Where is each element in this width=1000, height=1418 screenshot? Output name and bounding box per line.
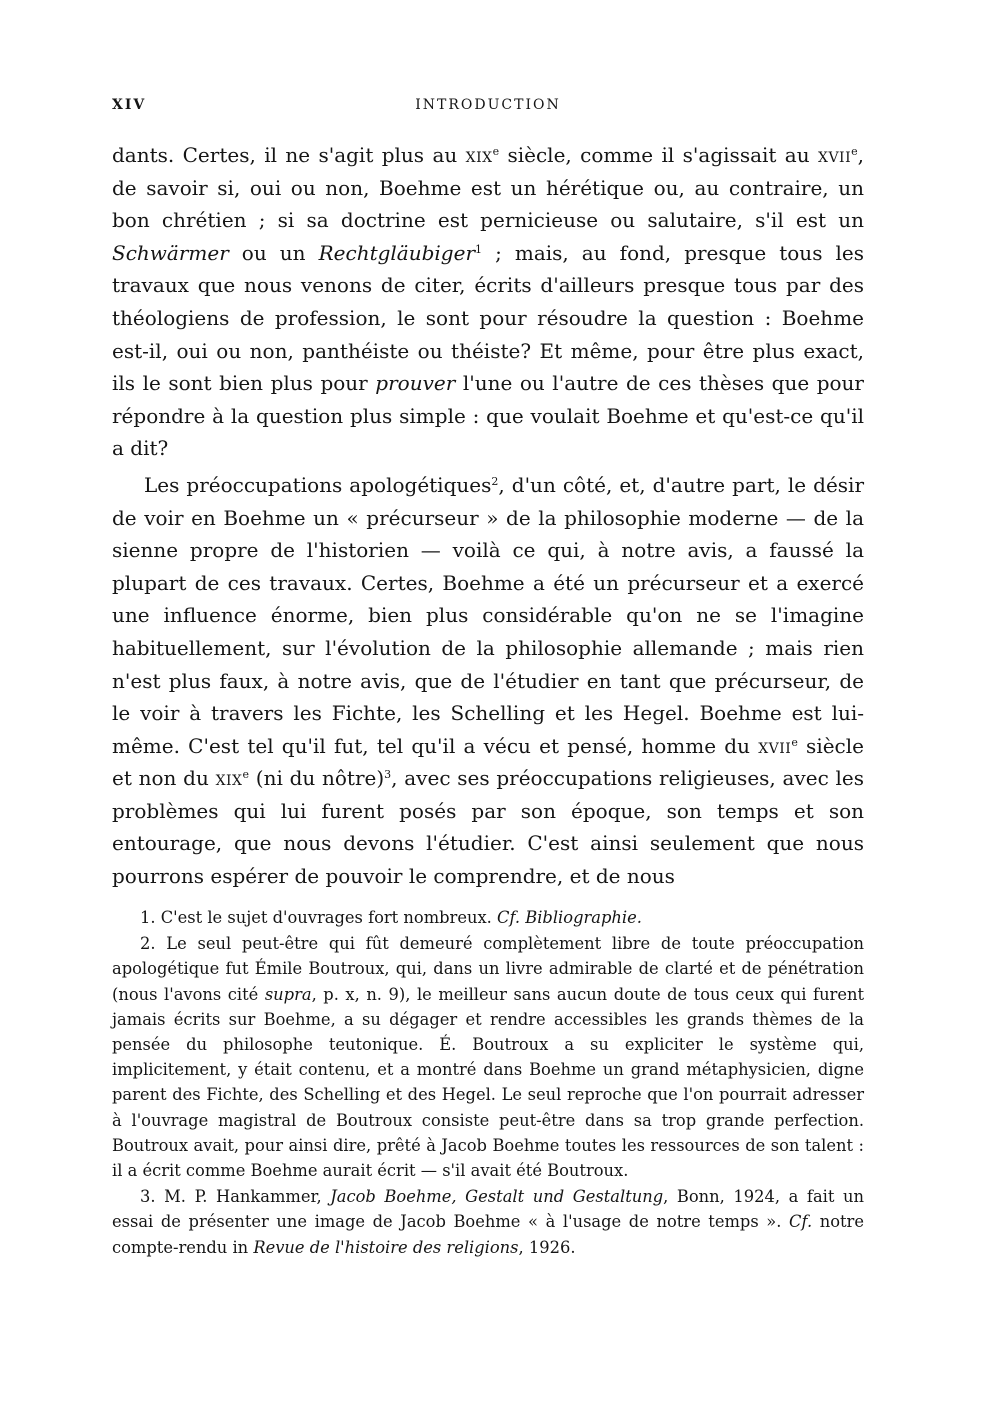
paragraph-1: [112, 139, 864, 465]
footnote-ref-3[interactable]: 3: [384, 768, 392, 782]
italic-term: Cf. Bibliographie.: [497, 908, 642, 927]
running-header: [112, 97, 864, 121]
italic-term: prouver: [375, 371, 456, 396]
text-run: , avec ses préoccupations religieuses, avec les problèmes qui lui furent posés par son époque, son temps et son entourage, que nous devons l'étudier. C'est ainsi seulement que nous pourrons espérer de pouvoir le comprendre, et de nous: [112, 766, 864, 889]
text-run: dants. Certes, il ne s'agit plus au: [112, 143, 466, 167]
italic-term: supra: [264, 984, 312, 1004]
century-numeral: xix: [215, 766, 243, 791]
footnotes: [112, 905, 864, 1260]
superscript: e: [492, 145, 500, 158]
footnote-3: [112, 1184, 864, 1260]
italic-term: Cf.: [789, 1212, 813, 1232]
text-run: , p. x, n. 9), le meilleur sans aucun doute de tous ceux qui furent jamais écrits sur Boehme, a su dégager et rendre accessibles les grands thèmes de la pensée du philosophe teutonique. É. Boutroux a su expliciter le système qui, implicitement, y était contenu, et a montré dans Boehme un grand métaphysicien, digne parent des Fichte, des Schelling et des Hegel. Le seul reproche que l'on pourrait adresser à l'ouvrage magistral de Boutroux consiste peut-être dans sa trop grande perfection. Boutroux avait, pour ainsi dire, prêté à Jacob Boehme toutes les ressources de son talent : il a écrit comme Boehme aurait écrit — s'il avait été Boutroux.: [112, 984, 864, 1181]
italic-term: Rechtgläubiger: [318, 240, 476, 265]
text-run: siècle, comme il s'agissait au: [499, 143, 818, 167]
footnote-ref-1[interactable]: 1: [475, 242, 483, 256]
text-run: ou un: [228, 240, 319, 265]
italic-term: Schwärmer: [112, 240, 229, 265]
page-number: XIV: [112, 97, 147, 113]
running-title: INTRODUCTION: [415, 97, 561, 113]
italic-term: Revue de l'histoire des religions: [253, 1237, 519, 1257]
century-numeral: xix: [465, 143, 493, 167]
century-numeral: xvii: [817, 143, 852, 167]
text-run: 2. Le seul peut-être qui fût demeuré complètement libre de toute préoccupation apologétique fut Émile Boutroux, qui, dans un livre admirable de clarté et de pénétration (nous l'avons cité: [112, 934, 864, 1004]
superscript: e: [791, 735, 798, 749]
text-run: l'une ou l'autre de ces thèses que pour répondre à la question plus simple : que voulait Boehme et qu'est-ce qu'il a dit?: [112, 371, 864, 461]
text-run: siècle et non du: [112, 733, 864, 791]
text-run: (ni du nôtre): [249, 766, 385, 791]
footnote-ref-2[interactable]: 2: [491, 474, 499, 488]
text-run: Les préoccupations apologétiques: [144, 472, 492, 497]
paragraph-2: [112, 469, 864, 893]
superscript: e: [242, 768, 250, 782]
italic-term: Jacob Boehme, Gestalt und Gestaltung: [330, 1187, 664, 1207]
text-run: , d'un côté, et, d'autre part, le désir de voir en Boehme un « précurseur » de la philosophie moderne — de la sienne propre de l'historien — voilà ce qui, à notre avis, a faussé la plupart de ces travaux. Certes, Boehme a été un précurseur et a exercé une influence énorme, bien plus considérable qu'on ne se l'imagine habituellement, sur l'évolution de la philosophie allemande ; mais rien n'est plus faux, à notre avis, que de l'étudier en tant que précurseur, de le voir à travers les Fichte, les Schelling et les Hegel. Boehme est lui-même. C'est tel qu'il fut, tel qu'il a vécu et pensé, homme du: [112, 472, 865, 758]
main-text: [112, 139, 864, 893]
text-run: notre compte-rendu in: [112, 1212, 864, 1257]
superscript: e: [851, 145, 858, 158]
text-run: 1. C'est le sujet d'ouvrages fort nombreux.: [140, 908, 497, 927]
text-run: , 1926.: [518, 1237, 576, 1257]
text-run: , de savoir si, oui ou non, Boehme est un hérétique ou, au contraire, un bon chrétien ; si sa doctrine est pernicieuse ou salutaire, s'il est un: [112, 143, 864, 233]
footnote-2: [112, 931, 864, 1183]
text-run: 3. M. P. Hankammer,: [140, 1187, 331, 1207]
text-run: ; mais, au fond, presque tous les travaux que nous venons de citer, écrits d'ailleurs presque tous par des théologiens de profession, le sont pour résoudre la question : Boehme est-il, oui ou non, panthéiste ou théiste? Et même, pour être plus exact, ils le sont bien plus pour: [112, 240, 864, 396]
footnote-1: [112, 905, 864, 930]
text-run: , Bonn, 1924, a fait un essai de présenter une image de Jacob Boehme « à l'usage de notre temps ».: [112, 1187, 864, 1232]
century-numeral: xvii: [758, 733, 792, 758]
